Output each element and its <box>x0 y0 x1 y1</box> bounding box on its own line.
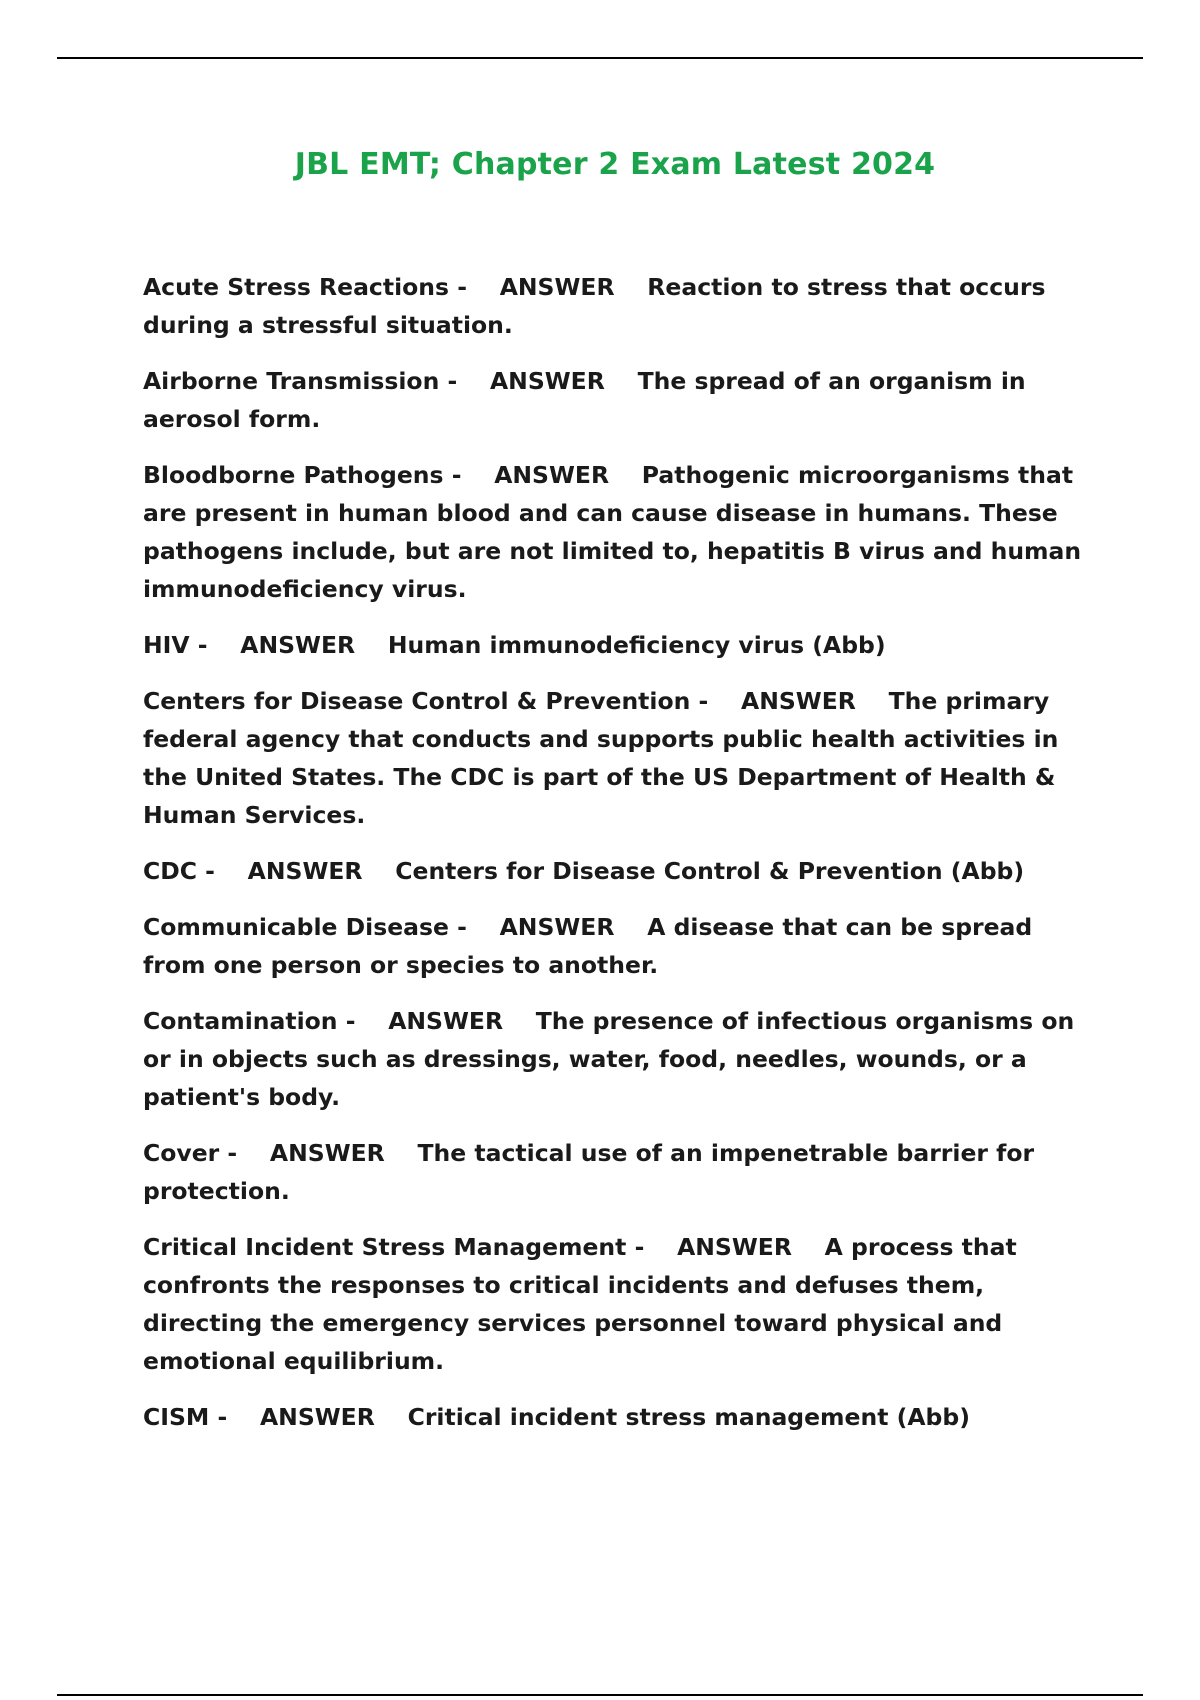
top-rule <box>57 57 1143 59</box>
qa-item: Critical Incident Stress Management - ANSWER A process that confronts the responses to critical incidents and defuses them, directing the emergency services personnel toward physical and emotional equilibrium. <box>143 1233 1017 1375</box>
qa-definition: The spread of an organism in aerosol form. <box>143 367 1026 433</box>
qa-term: Communicable Disease <box>143 913 449 941</box>
page-title: JBL EMT; Chapter 2 Exam Latest 2024 <box>294 147 936 182</box>
qa-term: Airborne Transmission <box>143 367 440 395</box>
answer-label: ANSWER <box>388 1007 504 1035</box>
qa-item: Contamination - ANSWER The presence of infectious organisms on or in objects such as dressings, water, food, needles, wounds, or a patient's body. <box>143 1007 1075 1111</box>
qa-term: HIV <box>143 631 190 659</box>
qa-definition: The presence of infectious organisms on or in objects such as dressings, water, food, needles, wounds, or a patient's body. <box>143 1007 1075 1111</box>
answer-label: ANSWER <box>499 273 615 301</box>
qa-item: Centers for Disease Control & Prevention - ANSWER The primary federal agency that conducts and supports public health activities in the United States. The CDC is part of the US Department of Health & Human Services. <box>143 687 1059 829</box>
qa-definition: A process that confronts the responses to critical incidents and defuses them, directing the emergency services personnel toward physical and emotional equilibrium. <box>143 1233 1017 1375</box>
qa-list <box>143 268 1088 1454</box>
qa-item: CDC - ANSWER Centers for Disease Control & Prevention (Abb) <box>143 857 1025 885</box>
qa-definition: Critical incident stress management (Abb) <box>407 1403 970 1431</box>
qa-definition: Reaction to stress that occurs during a stressful situation. <box>143 273 1046 339</box>
answer-label: ANSWER <box>247 857 363 885</box>
answer-label: ANSWER <box>259 1403 375 1431</box>
qa-definition: The primary federal agency that conducts and supports public health activities in the United States. The CDC is part of the US Department of Health & Human Services. <box>143 687 1059 829</box>
answer-label: ANSWER <box>489 367 605 395</box>
qa-term: Acute Stress Reactions <box>143 273 450 301</box>
qa-item: HIV - ANSWER Human immunodeficiency virus (Abb) <box>143 631 886 659</box>
qa-item: CISM - ANSWER Critical incident stress management (Abb) <box>143 1403 970 1431</box>
qa-definition: Centers for Disease Control & Prevention (Abb) <box>395 857 1025 885</box>
qa-definition: A disease that can be spread from one person or species to another. <box>143 913 1033 979</box>
qa-term: Cover <box>143 1139 220 1167</box>
bottom-rule <box>57 1694 1143 1696</box>
qa-term: Contamination <box>143 1007 338 1035</box>
qa-definition: The tactical use of an impenetrable barrier for protection. <box>143 1139 1035 1205</box>
qa-term: Critical Incident Stress Management <box>143 1233 627 1261</box>
qa-item: Airborne Transmission - ANSWER The spread of an organism in aerosol form. <box>143 367 1026 433</box>
qa-term: CDC <box>143 857 197 885</box>
qa-definition: Human immunodeficiency virus (Abb) <box>387 631 886 659</box>
qa-term: Centers for Disease Control & Prevention <box>143 687 691 715</box>
answer-label: ANSWER <box>741 687 856 715</box>
qa-term: CISM <box>143 1403 210 1431</box>
qa-item: Communicable Disease - ANSWER A disease that can be spread from one person or species to another. <box>143 913 1033 979</box>
answer-label: ANSWER <box>494 461 610 489</box>
answer-label: ANSWER <box>240 631 356 659</box>
qa-item: Bloodborne Pathogens - ANSWER Pathogenic microorganisms that are present in human blood and can cause disease in humans. These pathogens include, but are not limited to, hepatitis B virus and human immunodeficiency virus. <box>143 461 1082 603</box>
qa-item: Acute Stress Reactions - ANSWER Reaction to stress that occurs during a stressful situation. <box>143 273 1046 339</box>
qa-definition: Pathogenic microorganisms that are present in human blood and can cause disease in humans. These pathogens include, but are not limited to, hepatitis B virus and human immunodeficiency virus. <box>143 461 1082 603</box>
qa-term: Bloodborne Pathogens <box>143 461 444 489</box>
answer-label: ANSWER <box>677 1233 792 1261</box>
answer-label: ANSWER <box>269 1139 385 1167</box>
qa-item: Cover - ANSWER The tactical use of an impenetrable barrier for protection. <box>143 1139 1035 1205</box>
answer-label: ANSWER <box>499 913 615 941</box>
